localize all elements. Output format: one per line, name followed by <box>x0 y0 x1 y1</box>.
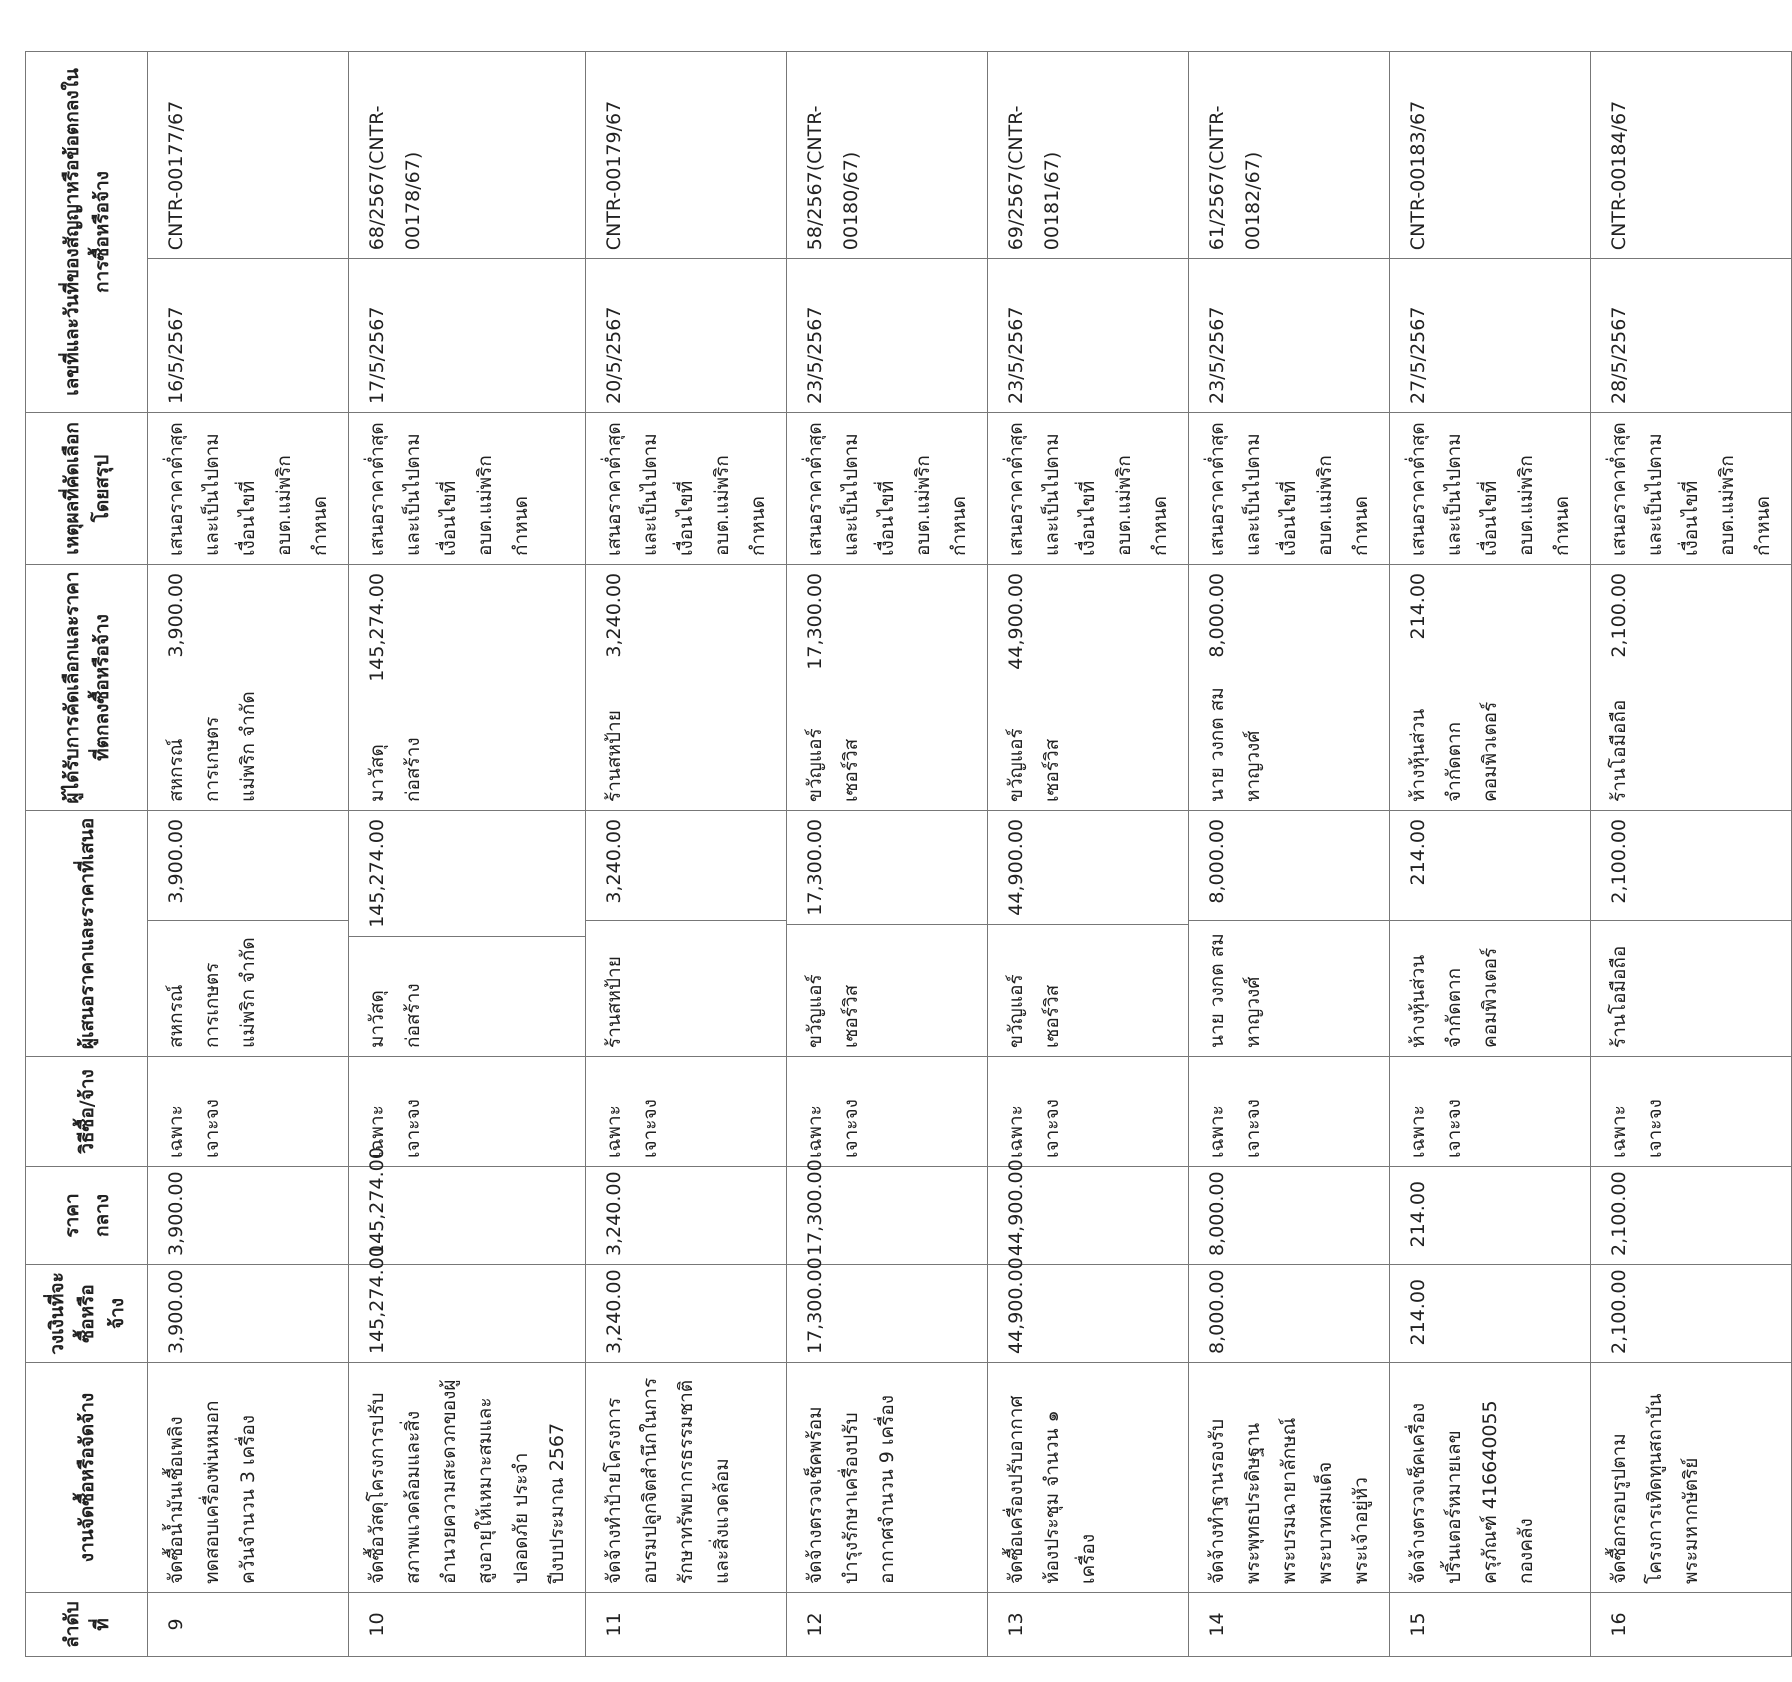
row-winner <box>1189 565 1390 811</box>
row-contract <box>787 52 988 413</box>
row-bid-price: 8,000.00 <box>1206 819 1228 904</box>
row-median: 3,900.00 <box>148 1167 349 1265</box>
row-method: เฉพาะเจาะจง <box>148 1057 349 1167</box>
procurement-report-page <box>25 52 1774 1657</box>
row-bid-price: 214.00 <box>1407 819 1429 886</box>
row-contract-date: 17/5/2567 <box>349 258 585 412</box>
row-bidders <box>787 811 988 1057</box>
row-no: 10 <box>349 1593 586 1657</box>
row-median: 44,900.00 <box>988 1167 1189 1265</box>
header-item: งานจัดซื้อหรือจัดจ้าง <box>26 1363 148 1593</box>
table-row <box>148 52 349 1657</box>
row-bidders <box>988 811 1189 1057</box>
row-win-price: 3,900.00 <box>165 573 187 658</box>
header-median: ราคากลาง <box>26 1167 148 1265</box>
row-no: 9 <box>148 1593 349 1657</box>
row-contract-no: 68/2567(CNTR-00178/67) <box>366 105 424 251</box>
row-contract-no: CNTR-00184/67 <box>1608 100 1630 251</box>
row-winner-name: ร้านโอมือถือ <box>1608 699 1630 802</box>
row-no: 16 <box>1591 1593 1792 1657</box>
row-win-price: 2,100.00 <box>1608 573 1630 658</box>
row-reason: เสนอราคาต่ำสุดและเป็นไปตามเงื่อนไขที่อบต.แม่พริกกำหนด <box>148 413 349 565</box>
row-winner <box>148 565 349 811</box>
row-winner-name: ขวัญแอร์ เซอร์วิส <box>804 728 862 802</box>
row-reason: เสนอราคาต่ำสุดและเป็นไปตามเงื่อนไขที่อบต.แม่พริกกำหนด <box>787 413 988 565</box>
row-win-price: 214.00 <box>1407 573 1429 640</box>
row-item: จัดจ้างตรวจเช็คพร้อมบำรุงรักษาเครื่องปรับอากาศจำนวน 9 เครื่อง <box>787 1363 988 1593</box>
row-no: 14 <box>1189 1593 1390 1657</box>
row-win-price: 8,000.00 <box>1206 573 1228 658</box>
row-winner-name: สหกรณ์การเกษตรแม่พริก จำกัด <box>165 691 259 802</box>
row-bidders <box>1591 811 1792 1057</box>
row-reason: เสนอราคาต่ำสุดและเป็นไปตามเงื่อนไขที่อบต.แม่พริกกำหนด <box>988 413 1189 565</box>
table-row <box>787 52 988 1657</box>
row-budget: 44,900.00 <box>988 1265 1189 1363</box>
row-budget: 145,274.00 <box>349 1265 586 1363</box>
table-row <box>1591 52 1792 1657</box>
row-median: 3,240.00 <box>586 1167 787 1265</box>
row-item: จัดซื้อกรอบรูปตามโครงการเทิดทูนสถาบันพระมหากษัตริย์ <box>1591 1363 1792 1593</box>
row-contract-no: CNTR-00177/67 <box>165 100 187 251</box>
table-row <box>1390 52 1591 1657</box>
row-median: 17,300.00 <box>787 1167 988 1265</box>
row-contract-no: CNTR-00179/67 <box>603 100 625 251</box>
row-bidder-name: สหกรณ์การเกษตรแม่พริก จำกัด <box>148 920 348 1056</box>
row-bidder-name: นาย วงกต สมหาญวงศ์ <box>1189 920 1389 1056</box>
row-contract-date: 27/5/2567 <box>1390 258 1590 412</box>
header-method: วิธีซื้อ/จ้าง <box>26 1057 148 1167</box>
row-contract-date: 23/5/2567 <box>787 258 987 412</box>
row-contract <box>988 52 1189 413</box>
row-contract-no: 58/2567(CNTR-00180/67) <box>804 105 862 251</box>
table-row <box>1189 52 1390 1657</box>
row-win-price: 3,240.00 <box>603 573 625 658</box>
row-median: 2,100.00 <box>1591 1167 1792 1265</box>
row-winner <box>586 565 787 811</box>
row-winner-name: มาวัสดุก่อสร้าง <box>366 737 424 802</box>
row-reason: เสนอราคาต่ำสุดและเป็นไปตามเงื่อนไขที่อบต.แม่พริกกำหนด <box>349 413 586 565</box>
header-bidders: ผู้เสนอราคาและราคาที่เสนอ <box>26 811 148 1057</box>
row-reason: เสนอราคาต่ำสุดและเป็นไปตามเงื่อนไขที่อบต.แม่พริกกำหนด <box>586 413 787 565</box>
row-winner-name: ห้างหุ้นส่วนจำกัดตากคอมพิวเตอร์ <box>1407 701 1501 802</box>
row-bidder-name: ขวัญแอร์ เซอร์วิส <box>787 924 987 1056</box>
row-bid-price: 3,240.00 <box>603 819 625 904</box>
header-winner: ผู้ได้รับการคัดเลือกและราคาที่ตกลงซื้อหรือจ้าง <box>26 565 148 811</box>
row-bidders <box>148 811 349 1057</box>
row-bid-price: 3,900.00 <box>165 819 187 904</box>
row-item: จัดซื้อวัสดุโครงการปรับสภาพแวดล้อมและสิ่งอำนวยความสะดวกของผู้สูงอายุให้เหมาะสมและปลอดภัย ประจำปีงบประมาณ 2567 <box>349 1363 586 1593</box>
row-item: จัดซื้อเครื่องปรับอากาศห้องประชุม จำนวน ๑ เครื่อง <box>988 1363 1189 1593</box>
row-contract-date: 16/5/2567 <box>148 258 348 412</box>
header-budget: วงเงินที่จะซื้อหรือจ้าง <box>26 1265 148 1363</box>
row-contract-no: 69/2567(CNTR-00181/67) <box>1005 105 1063 251</box>
row-budget: 214.00 <box>1390 1265 1591 1363</box>
row-contract <box>148 52 349 413</box>
row-contract <box>1390 52 1591 413</box>
row-bid-price: 17,300.00 <box>804 819 826 916</box>
row-no: 12 <box>787 1593 988 1657</box>
row-method: เฉพาะเจาะจง <box>349 1057 586 1167</box>
row-contract-date: 28/5/2567 <box>1591 258 1791 412</box>
row-bidder-name: ห้างหุ้นส่วนจำกัดตากคอมพิวเตอร์ <box>1390 920 1590 1056</box>
row-contract-date: 23/5/2567 <box>1189 258 1389 412</box>
row-winner-name: ร้านสหป้าย <box>603 710 625 802</box>
row-item: จัดจ้างตรวจเช็คเครื่องปริ้นเตอร์หมายเลขครุภัณฑ์ 416640055 กองคลัง <box>1390 1363 1591 1593</box>
row-bid-price: 2,100.00 <box>1608 819 1630 904</box>
row-method: เฉพาะเจาะจง <box>988 1057 1189 1167</box>
row-winner-name: นาย วงกต สมหาญวงศ์ <box>1206 687 1264 802</box>
row-bidder-name: ขวัญแอร์ เซอร์วิส <box>988 924 1188 1056</box>
row-contract-date: 20/5/2567 <box>586 258 786 412</box>
row-winner <box>1591 565 1792 811</box>
table-row <box>586 52 787 1657</box>
row-budget: 3,240.00 <box>586 1265 787 1363</box>
table-header-row <box>26 52 148 1657</box>
row-method: เฉพาะเจาะจง <box>787 1057 988 1167</box>
row-contract-no: 61/2567(CNTR-00182/67) <box>1206 105 1264 251</box>
row-budget: 3,900.00 <box>148 1265 349 1363</box>
row-no: 11 <box>586 1593 787 1657</box>
row-contract <box>1591 52 1792 413</box>
procurement-table <box>25 51 1792 1657</box>
row-method: เฉพาะเจาะจง <box>1390 1057 1591 1167</box>
table-row <box>988 52 1189 1657</box>
row-item: จัดจ้างทำฐานรองรับพระพุทธประดิษฐานพระบรมฉายาลักษณ์พระบาทสมเด็จพระเจ้าอยู่หัว <box>1189 1363 1390 1593</box>
row-median: 145,274.00 <box>349 1167 586 1265</box>
row-bid-price: 145,274.00 <box>366 819 388 928</box>
row-bidder-name: มาวัสดุก่อสร้าง <box>349 936 585 1056</box>
row-bidder-name: ร้านสหป้าย <box>586 920 786 1056</box>
row-item: จัดจ้างทำป้ายโครงการอบรมปลูกจิตสำนึกในการรักษาทรัพยากรธรรมชาติและสิ่งแวดล้อม <box>586 1363 787 1593</box>
row-method: เฉพาะเจาะจง <box>1591 1057 1792 1167</box>
row-contract-no: CNTR-00183/67 <box>1407 100 1429 251</box>
row-reason: เสนอราคาต่ำสุดและเป็นไปตามเงื่อนไขที่อบต.แม่พริกกำหนด <box>1390 413 1591 565</box>
row-item: จัดซื้อน้ำมันเชื้อเพลิงทดสอบเครื่องพ่นหมอกควันจำนวน 3 เครื่อง <box>148 1363 349 1593</box>
header-contract: เลขที่และวันที่ของสัญญาหรือข้อตกลงในการซื้อหรือจ้าง <box>26 52 148 413</box>
row-win-price: 44,900.00 <box>1005 573 1027 670</box>
header-no: ลำดับที่ <box>26 1593 148 1657</box>
row-method: เฉพาะเจาะจง <box>586 1057 787 1167</box>
row-bidder-name: ร้านโอมือถือ <box>1591 920 1791 1056</box>
row-budget: 2,100.00 <box>1591 1265 1792 1363</box>
table-row <box>349 52 586 1657</box>
row-method: เฉพาะเจาะจง <box>1189 1057 1390 1167</box>
row-reason: เสนอราคาต่ำสุดและเป็นไปตามเงื่อนไขที่อบต.แม่พริกกำหนด <box>1189 413 1390 565</box>
row-median: 8,000.00 <box>1189 1167 1390 1265</box>
row-bidders <box>349 811 586 1057</box>
row-winner <box>988 565 1189 811</box>
row-winner-name: ขวัญแอร์ เซอร์วิส <box>1005 728 1063 802</box>
header-reason: เหตุผลที่คัดเลือกโดยสรุป <box>26 413 148 565</box>
row-win-price: 17,300.00 <box>804 573 826 670</box>
row-bidders <box>1189 811 1390 1057</box>
row-reason: เสนอราคาต่ำสุดและเป็นไปตามเงื่อนไขที่อบต.แม่พริกกำหนด <box>1591 413 1792 565</box>
row-median: 214.00 <box>1390 1167 1591 1265</box>
row-budget: 8,000.00 <box>1189 1265 1390 1363</box>
row-contract <box>349 52 586 413</box>
row-contract-date: 23/5/2567 <box>988 258 1188 412</box>
row-winner <box>349 565 586 811</box>
row-bid-price: 44,900.00 <box>1005 819 1027 916</box>
row-winner <box>1390 565 1591 811</box>
row-budget: 17,300.00 <box>787 1265 988 1363</box>
row-win-price: 145,274.00 <box>366 573 388 682</box>
row-winner <box>787 565 988 811</box>
row-bidders <box>586 811 787 1057</box>
row-no: 13 <box>988 1593 1189 1657</box>
row-contract <box>586 52 787 413</box>
row-bidders <box>1390 811 1591 1057</box>
row-contract <box>1189 52 1390 413</box>
row-no: 15 <box>1390 1593 1591 1657</box>
